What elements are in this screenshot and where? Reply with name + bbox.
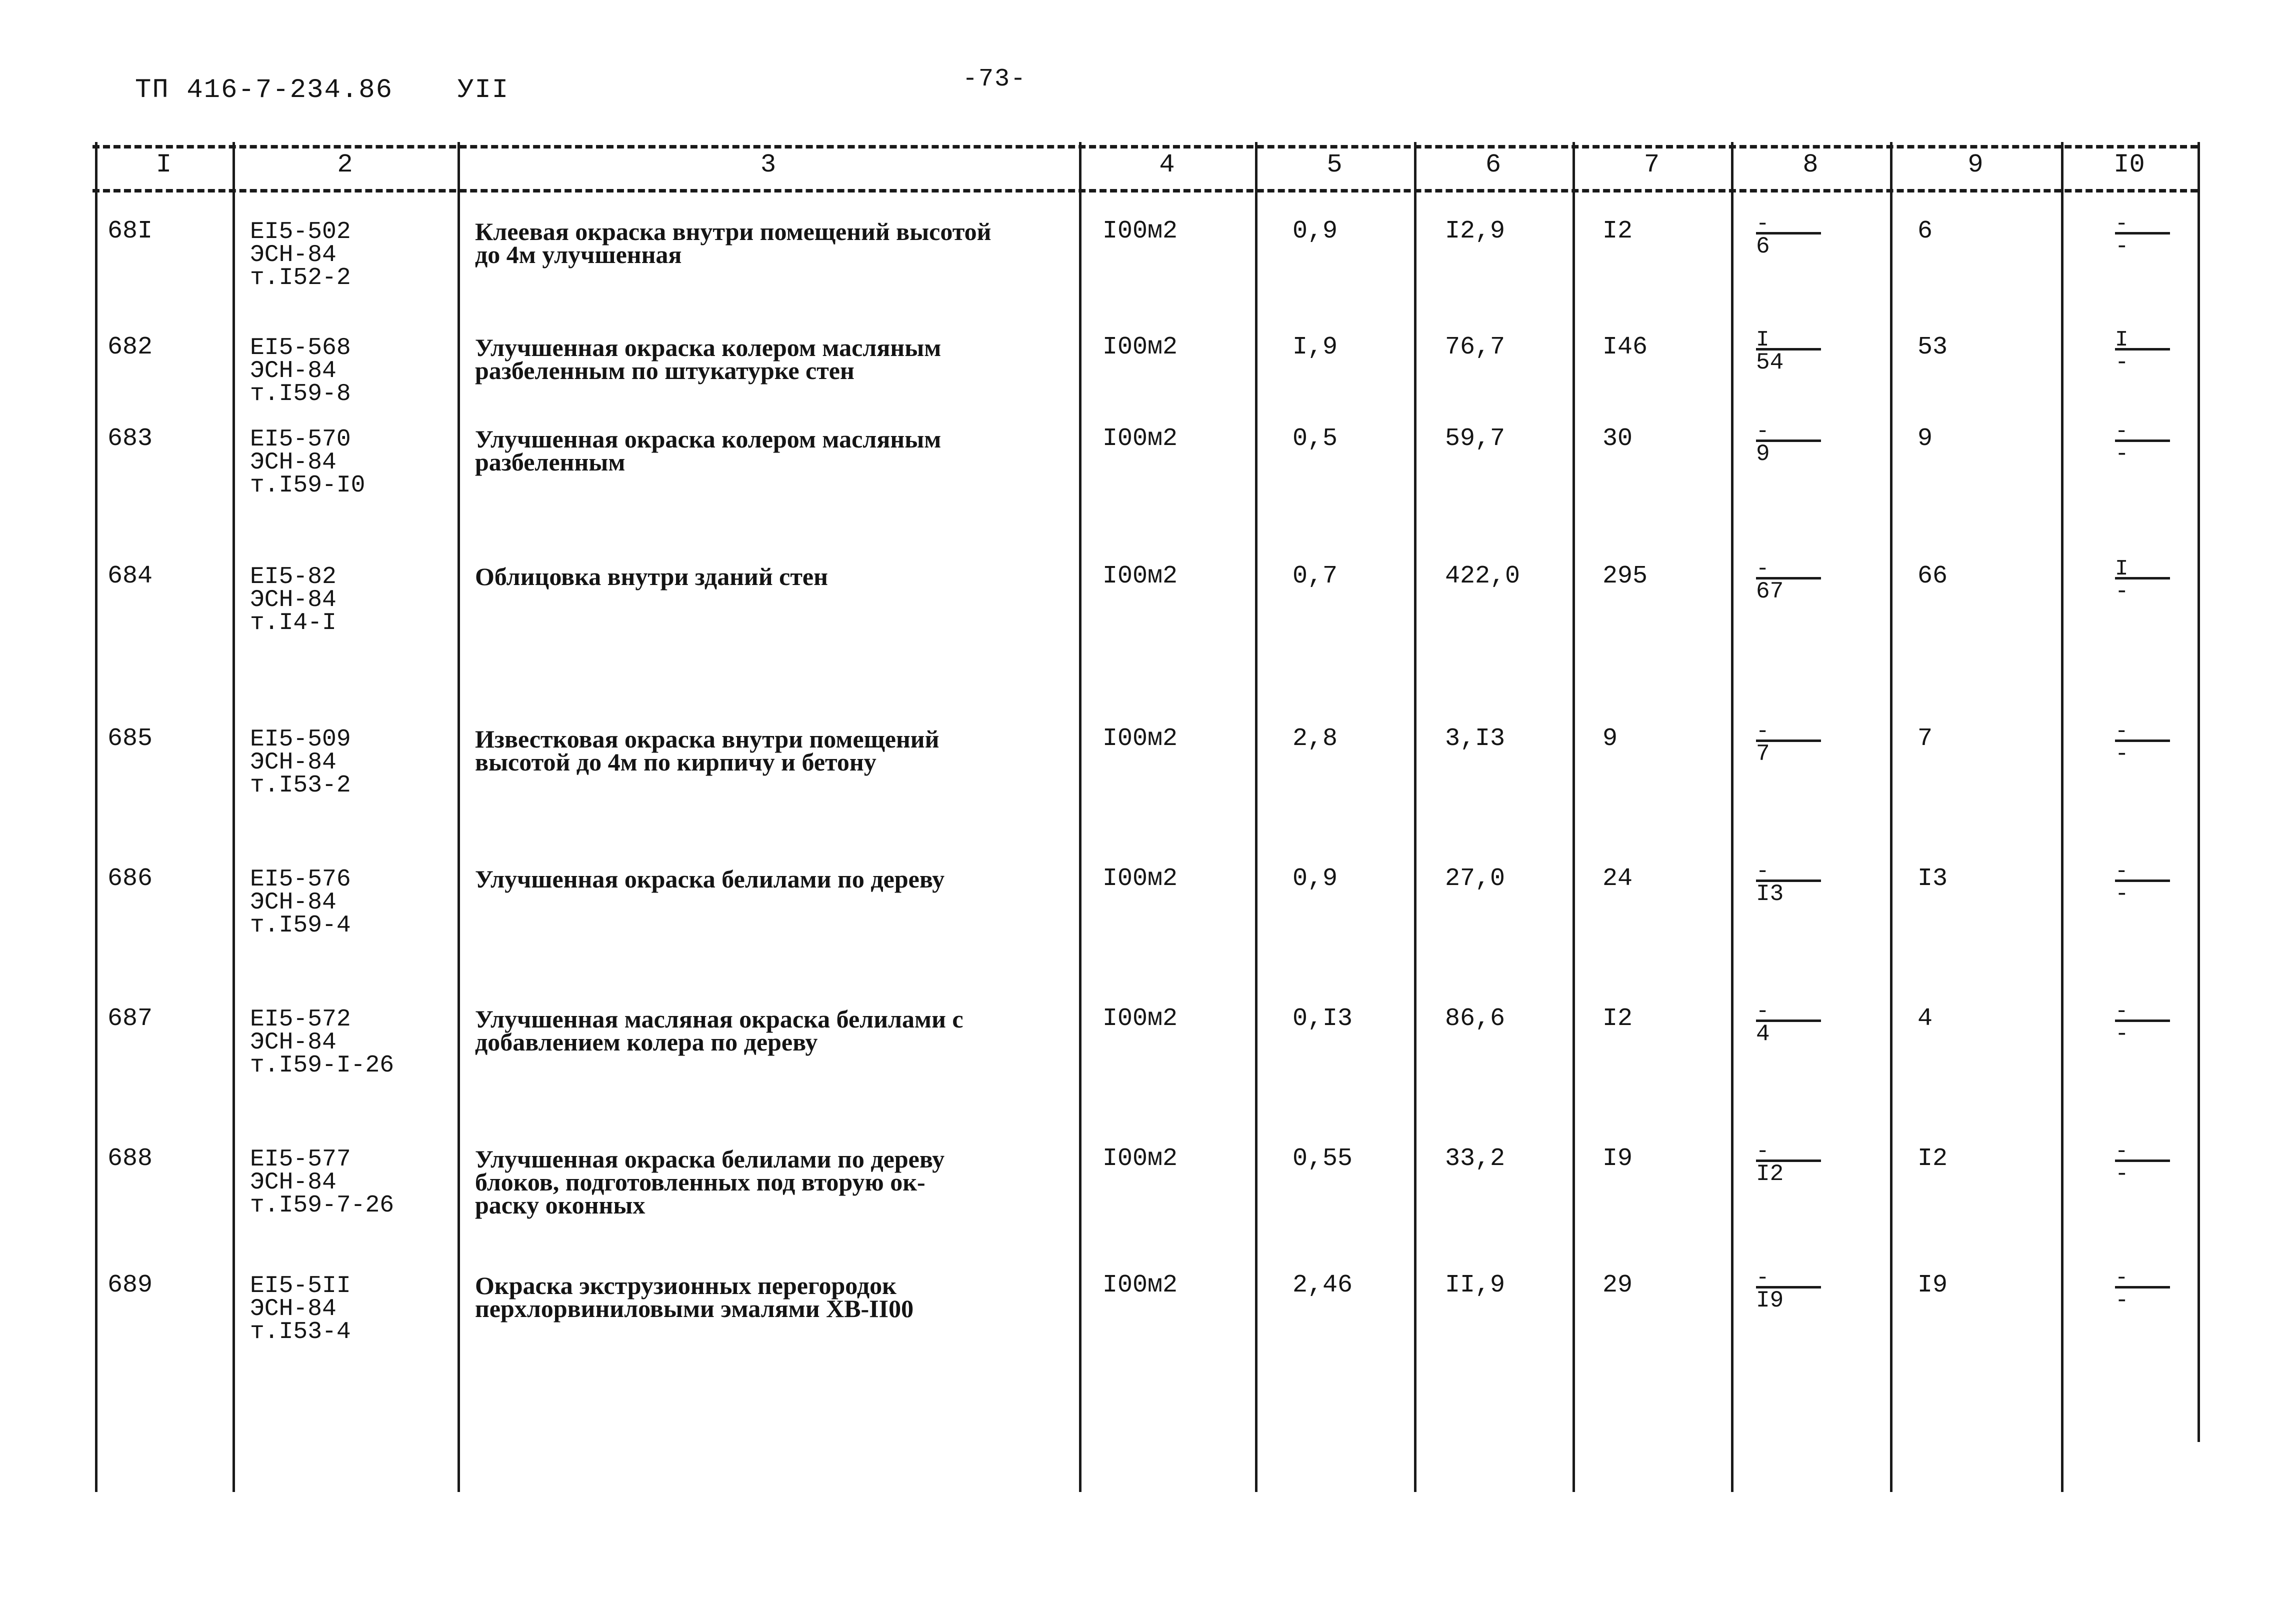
column-8-fraction-denominator: I9 (1756, 1288, 1784, 1314)
column-8-fraction-numerator: - (1756, 1266, 1770, 1290)
column-8-fraction (1756, 419, 1821, 467)
unit: I00м2 (1102, 333, 1178, 362)
column-8-fraction (1756, 999, 1821, 1047)
column-7-value: 29 (1602, 1271, 1633, 1300)
column-6-value: 33,2 (1445, 1144, 1506, 1173)
column-9-value: I9 (1918, 1271, 1948, 1300)
column-9-value: 6 (1918, 217, 1933, 246)
work-description: Улучшенная масляная окраска белилами с добавлением колера по дереву (475, 1005, 964, 1056)
unit: I00м2 (1102, 724, 1178, 753)
work-description: Клеевая окраска внутри помещений высотой до 4м улучшенная (475, 218, 992, 268)
document-code: ТП 416-7-234.86 (135, 75, 394, 106)
column-rule (1572, 142, 1575, 1492)
column-8-fraction-denominator: 7 (1756, 741, 1770, 767)
column-rule (2061, 142, 2064, 1492)
column-rule (1731, 142, 1734, 1492)
column-9-value: I3 (1918, 864, 1948, 893)
column-9-value: I2 (1918, 1144, 1948, 1173)
column-8-fraction (1756, 719, 1821, 767)
estimate-code: ЕI5-568 (250, 334, 351, 362)
column-10-fraction-denominator: - (2115, 350, 2129, 376)
column-6-value: 76,7 (1445, 333, 1506, 362)
norm-reference: ЭСН-84 (250, 889, 336, 916)
column-6-value: 59,7 (1445, 424, 1506, 453)
column-8-fraction (1756, 328, 1821, 376)
column-rule (95, 142, 98, 1492)
column-7-value: I46 (1602, 333, 1648, 362)
column-10-fraction-denominator: - (2115, 234, 2129, 260)
column-10-fraction (2115, 1139, 2170, 1187)
column-10-fraction-numerator: - (2115, 1139, 2128, 1164)
row-number: 687 (108, 1004, 153, 1033)
column-8-fraction-numerator: - (1756, 419, 1770, 444)
table-reference: т.I59-7-26 (250, 1192, 394, 1219)
page-number: -73- (962, 65, 1027, 94)
column-10-fraction-denominator: - (2115, 441, 2129, 467)
column-rule (458, 142, 460, 1492)
norm-reference: ЭСН-84 (250, 586, 336, 614)
work-description: Улучшенная окраска колером масляным разбеленным (475, 425, 942, 476)
table-reference: т.I59-4 (250, 912, 351, 939)
column-10-fraction (2115, 1266, 2170, 1314)
column-header: 5 (1326, 150, 1342, 180)
column-7-value: 24 (1602, 864, 1633, 893)
header-bottom-rule (92, 189, 2198, 192)
column-8-fraction (1756, 1266, 1821, 1314)
estimate-code: ЕI5-502 (250, 218, 351, 246)
work-description: Облицовка внутри зданий стен (475, 562, 828, 590)
column-10-fraction (2115, 212, 2170, 260)
column-rule (1255, 142, 1258, 1492)
work-description: Известковая окраска внутри помещений высотой до 4м по кирпичу и бетону (475, 725, 940, 776)
norm-reference: ЭСН-84 (250, 449, 336, 476)
column-7-value: I9 (1602, 1144, 1633, 1173)
column-header: 6 (1485, 150, 1502, 180)
column-10-fraction (2115, 719, 2170, 767)
estimate-code: ЕI5-577 (250, 1146, 351, 1173)
table-reference: т.I53-4 (250, 1318, 351, 1346)
column-rule (1414, 142, 1416, 1492)
norm-reference: ЭСН-84 (250, 1296, 336, 1322)
table-top-rule (92, 145, 2198, 148)
column-8-fraction (1756, 859, 1821, 907)
quantity: 2,46 (1292, 1271, 1353, 1300)
column-10-fraction-numerator: - (2115, 859, 2128, 884)
unit: I00м2 (1102, 217, 1178, 246)
quantity: 0,5 (1292, 424, 1338, 453)
column-10-fraction-numerator: I (2115, 328, 2128, 352)
column-9-value: 9 (1918, 424, 1933, 453)
estimate-code: ЕI5-509 (250, 726, 351, 753)
column-7-value: I2 (1602, 1004, 1633, 1033)
norm-reference: ЭСН-84 (250, 358, 336, 384)
column-6-value: I2,9 (1445, 217, 1506, 246)
work-description: Улучшенная окраска белилами по дереву (475, 865, 945, 893)
norm-reference: ЭСН-84 (250, 1029, 336, 1056)
column-10-fraction-denominator: - (2115, 1288, 2129, 1314)
unit: I00м2 (1102, 562, 1178, 590)
estimate-code: ЕI5-5II (250, 1272, 351, 1300)
column-9-value: 7 (1918, 724, 1933, 753)
column-10-fraction-numerator: I (2115, 556, 2128, 582)
work-description: Окраска экструзионных перегородок перхлорвиниловыми эмалями ХВ-II00 (475, 1272, 914, 1322)
row-number: 682 (108, 333, 153, 362)
column-header: 8 (1802, 150, 1818, 180)
column-8-fraction-denominator: I3 (1756, 881, 1784, 907)
column-10-fraction (2115, 859, 2170, 907)
column-9-value: 53 (1918, 333, 1948, 362)
quantity: 0,9 (1292, 217, 1338, 246)
norm-reference: ЭСН-84 (250, 1169, 336, 1196)
table-reference: т.I52-2 (250, 264, 351, 292)
estimate-code: ЕI5-576 (250, 866, 351, 893)
column-header: 4 (1159, 150, 1175, 180)
table-reference: т.I59-I-26 (250, 1052, 394, 1079)
column-rule (1079, 142, 1082, 1492)
column-10-fraction (2115, 419, 2170, 467)
row-number: 68I (108, 217, 153, 246)
section-number: УII (458, 75, 510, 106)
unit: I00м2 (1102, 864, 1178, 893)
column-6-value: 3,I3 (1445, 724, 1506, 753)
column-rule (2198, 142, 2200, 1442)
column-7-value: 9 (1602, 724, 1618, 753)
column-7-value: 30 (1602, 424, 1633, 453)
estimate-code: ЕI5-82 (250, 564, 336, 590)
column-8-fraction-denominator: 4 (1756, 1021, 1770, 1047)
column-header: I0 (2114, 150, 2145, 180)
column-8-fraction (1756, 1139, 1821, 1187)
unit: I00м2 (1102, 1271, 1178, 1300)
quantity: 0,55 (1292, 1144, 1353, 1173)
quantity: 0,7 (1292, 562, 1338, 590)
column-10-fraction (2115, 556, 2170, 604)
column-10-fraction-numerator: - (2115, 999, 2128, 1024)
row-number: 689 (108, 1271, 153, 1300)
row-number: 685 (108, 724, 153, 753)
column-8-fraction-denominator: I2 (1756, 1161, 1784, 1187)
column-rule (232, 142, 235, 1492)
column-10-fraction (2115, 328, 2170, 376)
quantity: I,9 (1292, 333, 1338, 362)
unit: I00м2 (1102, 424, 1178, 453)
unit: I00м2 (1102, 1004, 1178, 1033)
column-header: 7 (1644, 150, 1660, 180)
column-9-value: 4 (1918, 1004, 1933, 1033)
column-8-fraction-numerator: - (1756, 719, 1770, 744)
column-6-value: 86,6 (1445, 1004, 1506, 1033)
row-number: 686 (108, 864, 153, 893)
column-8-fraction-numerator: I (1756, 328, 1770, 352)
column-6-value: 27,0 (1445, 864, 1506, 893)
work-description: Улучшенная окраска белилами по дереву блоков, подготовленных под вторую ок- раску оконных (475, 1145, 945, 1219)
column-8-fraction-denominator: 54 (1756, 350, 1784, 376)
column-7-value: I2 (1602, 217, 1633, 246)
quantity: 0,I3 (1292, 1004, 1353, 1033)
work-description: Улучшенная окраска колером масляным разбеленным по штукатурке стен (475, 334, 942, 384)
table-reference: т.I4-I (250, 610, 336, 636)
table-reference: т.I53-2 (250, 772, 351, 799)
column-8-fraction (1756, 556, 1821, 604)
column-8-fraction (1756, 212, 1821, 260)
column-10-fraction-numerator: - (2115, 1266, 2128, 1290)
table-reference: т.I59-I0 (250, 472, 366, 499)
column-6-value: 422,0 (1445, 562, 1520, 590)
column-8-fraction-numerator: - (1756, 859, 1770, 884)
column-header: I (156, 150, 172, 180)
row-number: 684 (108, 562, 153, 590)
norm-reference: ЭСН-84 (250, 749, 336, 776)
column-10-fraction-numerator: - (2115, 212, 2128, 236)
column-10-fraction-denominator: - (2115, 741, 2129, 767)
column-8-fraction-numerator: - (1756, 999, 1770, 1024)
column-8-fraction-numerator: - (1756, 1139, 1770, 1164)
column-10-fraction-denominator: - (2115, 1021, 2129, 1047)
column-10-fraction-numerator: - (2115, 719, 2128, 744)
column-header: 3 (760, 150, 776, 180)
column-9-value: 66 (1918, 562, 1948, 590)
estimate-code: ЕI5-572 (250, 1006, 351, 1033)
column-header: 2 (337, 150, 353, 180)
column-8-fraction-denominator: 9 (1756, 441, 1770, 467)
column-10-fraction-denominator: - (2115, 578, 2129, 604)
column-6-value: II,9 (1445, 1271, 1506, 1300)
quantity: 0,9 (1292, 864, 1338, 893)
column-10-fraction (2115, 999, 2170, 1047)
column-10-fraction-numerator: - (2115, 419, 2128, 444)
column-8-fraction-numerator: - (1756, 212, 1770, 236)
column-10-fraction-denominator: - (2115, 1161, 2129, 1187)
norm-reference: ЭСН-84 (250, 242, 336, 268)
row-number: 683 (108, 424, 153, 453)
column-8-fraction-numerator: - (1756, 556, 1770, 582)
quantity: 2,8 (1292, 724, 1338, 753)
column-8-fraction-denominator: 67 (1756, 578, 1784, 604)
column-8-fraction-denominator: 6 (1756, 234, 1770, 260)
row-number: 688 (108, 1144, 153, 1173)
column-10-fraction-denominator: - (2115, 881, 2129, 907)
column-header: 9 (1968, 150, 1984, 180)
estimate-code: ЕI5-570 (250, 426, 351, 453)
unit: I00м2 (1102, 1144, 1178, 1173)
column-rule (1890, 142, 1892, 1492)
column-7-value: 295 (1602, 562, 1648, 590)
table-reference: т.I59-8 (250, 380, 351, 408)
